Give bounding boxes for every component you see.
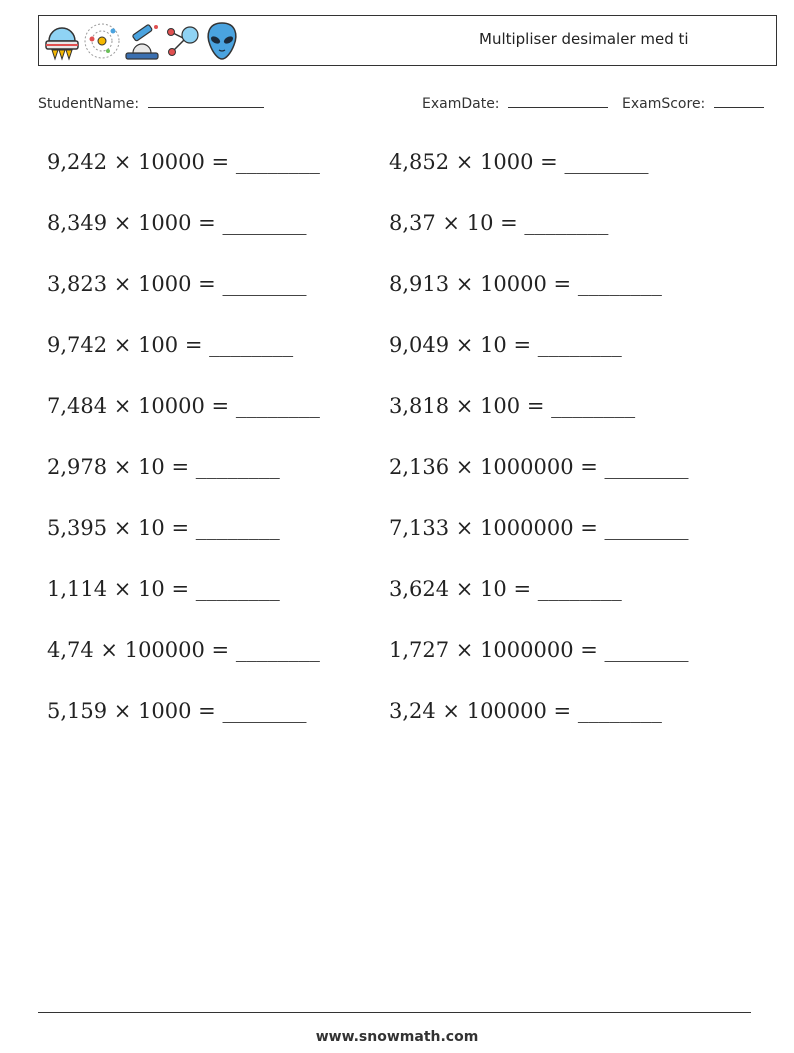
problem-right-10: 3,24 × 100000 = ________ — [389, 699, 662, 723]
exam-score-field[interactable] — [622, 93, 764, 112]
problem-left-2: 8,349 × 1000 = ________ — [47, 211, 307, 235]
problem-left-7: 5,395 × 10 = ________ — [47, 516, 280, 540]
student-name-line[interactable] — [148, 93, 264, 108]
problem-left-4: 9,742 × 100 = ________ — [47, 333, 294, 357]
alien-icon — [203, 19, 241, 63]
problem-right-7: 7,133 × 1000000 = ________ — [389, 516, 689, 540]
exam-score-label: ExamScore: — [622, 96, 706, 112]
molecule-icon — [163, 19, 201, 63]
student-name-label: StudentName: — [38, 96, 140, 112]
problem-left-1: 9,242 × 10000 = ________ — [47, 150, 320, 174]
problem-right-5: 3,818 × 100 = ________ — [389, 394, 636, 418]
problem-right-8: 3,624 × 10 = ________ — [389, 577, 622, 601]
footer-divider — [38, 1012, 751, 1013]
problem-right-3: 8,913 × 10000 = ________ — [389, 272, 662, 296]
problem-right-1: 4,852 × 1000 = ________ — [389, 150, 649, 174]
telescope-icon — [123, 19, 161, 63]
problem-right-9: 1,727 × 1000000 = ________ — [389, 638, 689, 662]
problem-left-6: 2,978 × 10 = ________ — [47, 455, 280, 479]
exam-date-label: ExamDate: — [422, 96, 500, 112]
exam-date-line[interactable] — [508, 93, 608, 108]
problem-left-3: 3,823 × 1000 = ________ — [47, 272, 307, 296]
footer-url[interactable]: www.snowmath.com — [315, 1029, 479, 1045]
header-box — [38, 15, 777, 66]
problem-right-6: 2,136 × 1000000 = ________ — [389, 455, 689, 479]
solar-system-icon — [83, 19, 121, 63]
problem-right-4: 9,049 × 10 = ________ — [389, 333, 622, 357]
problem-left-8: 1,114 × 10 = ________ — [47, 577, 280, 601]
problem-left-10: 5,159 × 1000 = ________ — [47, 699, 307, 723]
worksheet-title: Multipliser desimaler med ti — [479, 30, 689, 48]
student-name-field[interactable] — [38, 93, 264, 112]
exam-score-line[interactable] — [714, 93, 764, 108]
problem-left-9: 4,74 × 100000 = ________ — [47, 638, 320, 662]
problem-left-5: 7,484 × 10000 = ________ — [47, 394, 320, 418]
header-icons — [43, 19, 241, 63]
exam-date-field[interactable] — [422, 93, 608, 112]
problem-right-2: 8,37 × 10 = ________ — [389, 211, 609, 235]
ufo-icon — [43, 19, 81, 63]
